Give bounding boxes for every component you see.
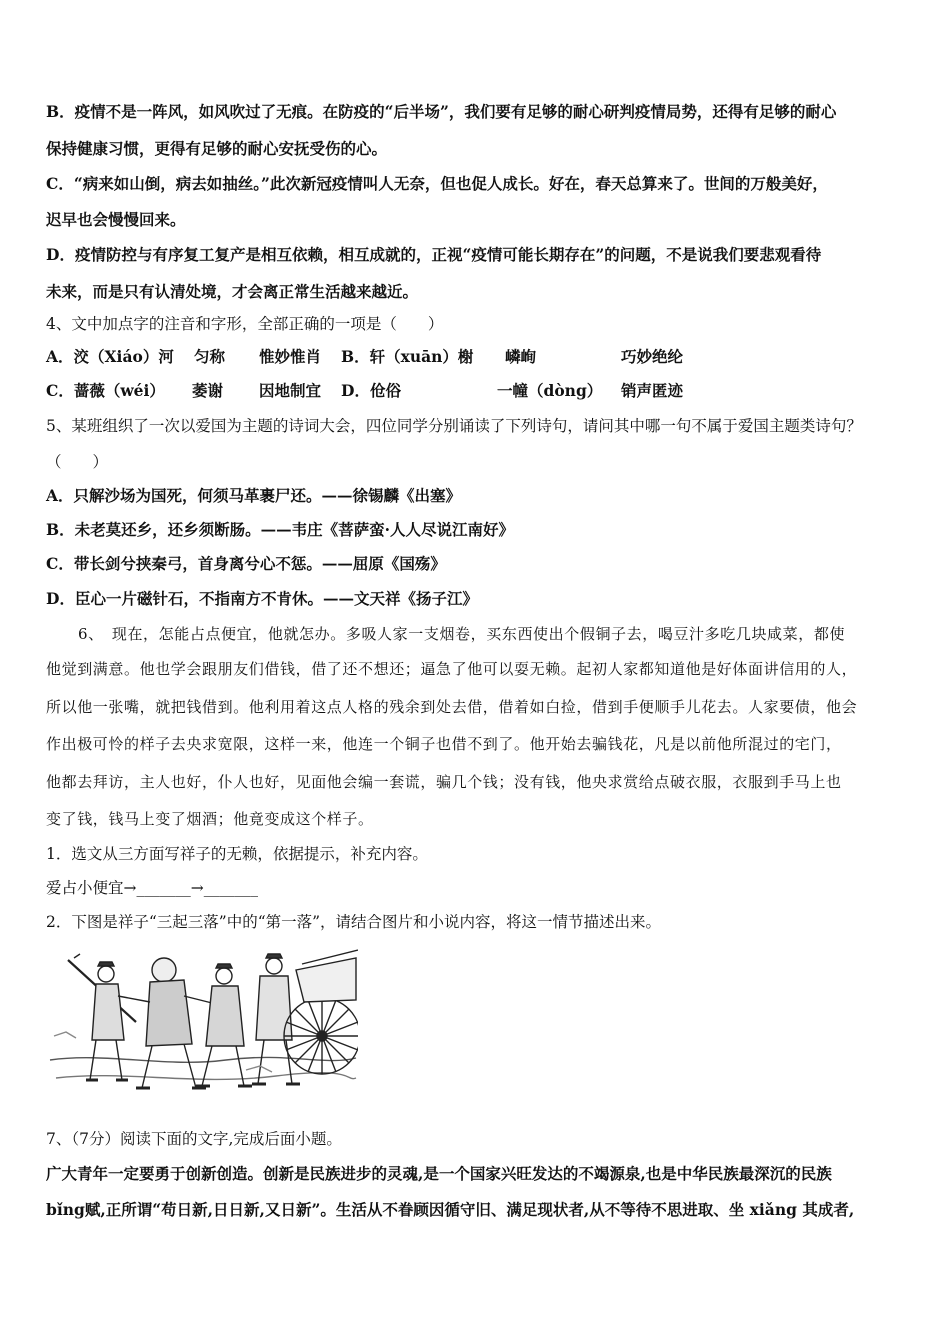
q4-option-a-part3: 惟妙惟肖 (259, 347, 322, 366)
q4-option-b-part3: 巧妙绝纶 (621, 347, 684, 366)
q3-option-b-line1: B．疫情不是一阵风，如风吹过了无痕。在防疫的“后半场”，我们要有足够的耐心研判疫情局势，还得有足够的耐心 (46, 102, 837, 121)
q4-option-b-part2: 嶙峋 (505, 347, 537, 366)
q4-option-d-part1: D．伧俗 (341, 381, 401, 400)
q6-passage-line3: 所以他一张嘴，就把钱借到。他利用着这点人格的残余到处去借，借着如白捡，借到手便顺手儿花去。人家要债，他会 (46, 698, 858, 716)
q3-option-c-line2: 迟早也会慢慢回来。 (46, 210, 186, 229)
q4-option-a-part1: A．洨（Xiáo）河 (46, 347, 174, 366)
q4-option-d-part2: 一幢（dòng） (497, 381, 603, 400)
q4-option-c-part3: 因地制宜 (259, 381, 322, 400)
q6-subquestion-1-fill: 爱占小便宜→_______→_______ (46, 879, 258, 897)
q4-option-a-part2: 匀称 (194, 347, 226, 366)
q5-option-c: C．带长剑兮挟秦弓，首身离兮心不惩。——屈原《国殇》 (46, 554, 446, 573)
q6-passage-line4: 作出极可怜的样子去央求宽限，这样一来，他连一个铜子也借不到了。他开始去骗钱花，凡是以前他所混过的宅门， (46, 735, 842, 753)
q4-option-c-part1: C．蔷薇（wéi） (46, 381, 165, 400)
q3-option-b-line2: 保持健康习惯，更得有足够的耐心安抚受伤的心。 (46, 139, 388, 158)
q3-option-d-line1: D．疫情防控与有序复工复产是相互依赖，相互成就的，正视“疫情可能长期存在”的问题，不是说我们要悲观看待 (46, 245, 822, 264)
q4-stem: 4、文中加点字的注音和字形，全部正确的一项是（ ） (46, 315, 444, 333)
q7-passage-line1: 广大青年一定要勇于创新创造。创新是民族进步的灵魂,是一个国家兴旺发达的不竭源泉,也是中华民族最深沉的民族 (46, 1164, 832, 1183)
q6-passage-line1: 6、 现在，怎能占点便宜，他就怎办。多吸人家一支烟卷，买东西使出个假铜子去，喝豆汁多吃几块咸菜，都使 (78, 625, 846, 643)
q3-option-c-line1: C．“病来如山倒，病去如抽丝。”此次新冠疫情叫人无奈，但也促人成长。好在，春天总算来了。世间的万般美好， (46, 174, 828, 193)
q6-subquestion-1: 1．选文从三方面写祥子的无赖，依据提示，补充内容。 (46, 845, 428, 863)
q5-stem-line2: （ ） (46, 453, 109, 471)
q4-option-b-part1: B．轩（xuān）榭 (341, 347, 474, 366)
q4-option-d-part3: 销声匿迹 (621, 381, 684, 400)
q6-passage-line6: 变了钱，钱马上变了烟酒；他竟变成这个样子。 (46, 810, 374, 828)
q6-passage-line5: 他都去拜访，主人也好，仆人也好，见面他会编一套谎，骗几个钱；没有钱，他央求赏给点破衣服，衣服到手马上也 (46, 773, 842, 791)
q6-passage-line2: 他觉到满意。他也学会跟朋友们借钱，借了还不想还；逼急了他可以耍无赖。起初人家都知道他是好体面讲信用的人， (46, 660, 858, 678)
q4-option-c-part2: 萎谢 (192, 381, 224, 400)
rickshaw-soldiers-illustration (46, 940, 358, 1100)
q7-passage-line2: bǐng赋,正所谓“苟日新,日日新,又日新”。生活从不眷顾因循守旧、满足现状者,从不等待不思进取、坐 xiǎng 其成者, (46, 1200, 855, 1219)
q3-option-d-line2: 未来，而是只有认清处境，才会离正常生活越来越近。 (46, 282, 419, 301)
q5-option-b: B．未老莫还乡，还乡须断肠。——韦庄《菩萨蛮·人人尽说江南好》 (46, 520, 514, 539)
q6-subquestion-2: 2．下图是祥子“三起三落”中的“第一落”，请结合图片和小说内容，将这一情节描述出来。 (46, 913, 662, 931)
q7-stem: 7、（7分）阅读下面的文字,完成后面小题。 (46, 1130, 342, 1148)
q5-option-a: A．只解沙场为国死，何须马革裹尸还。——徐锡麟《出塞》 (46, 486, 462, 505)
q5-option-d: D．臣心一片磁针石，不指南方不肯休。——文天祥《扬子江》 (46, 589, 478, 608)
q5-stem-line1: 5、某班组织了一次以爱国为主题的诗词大会，四位同学分别诵读了下列诗句，请问其中哪一句不属于爱国主题类诗句？ (46, 417, 862, 435)
